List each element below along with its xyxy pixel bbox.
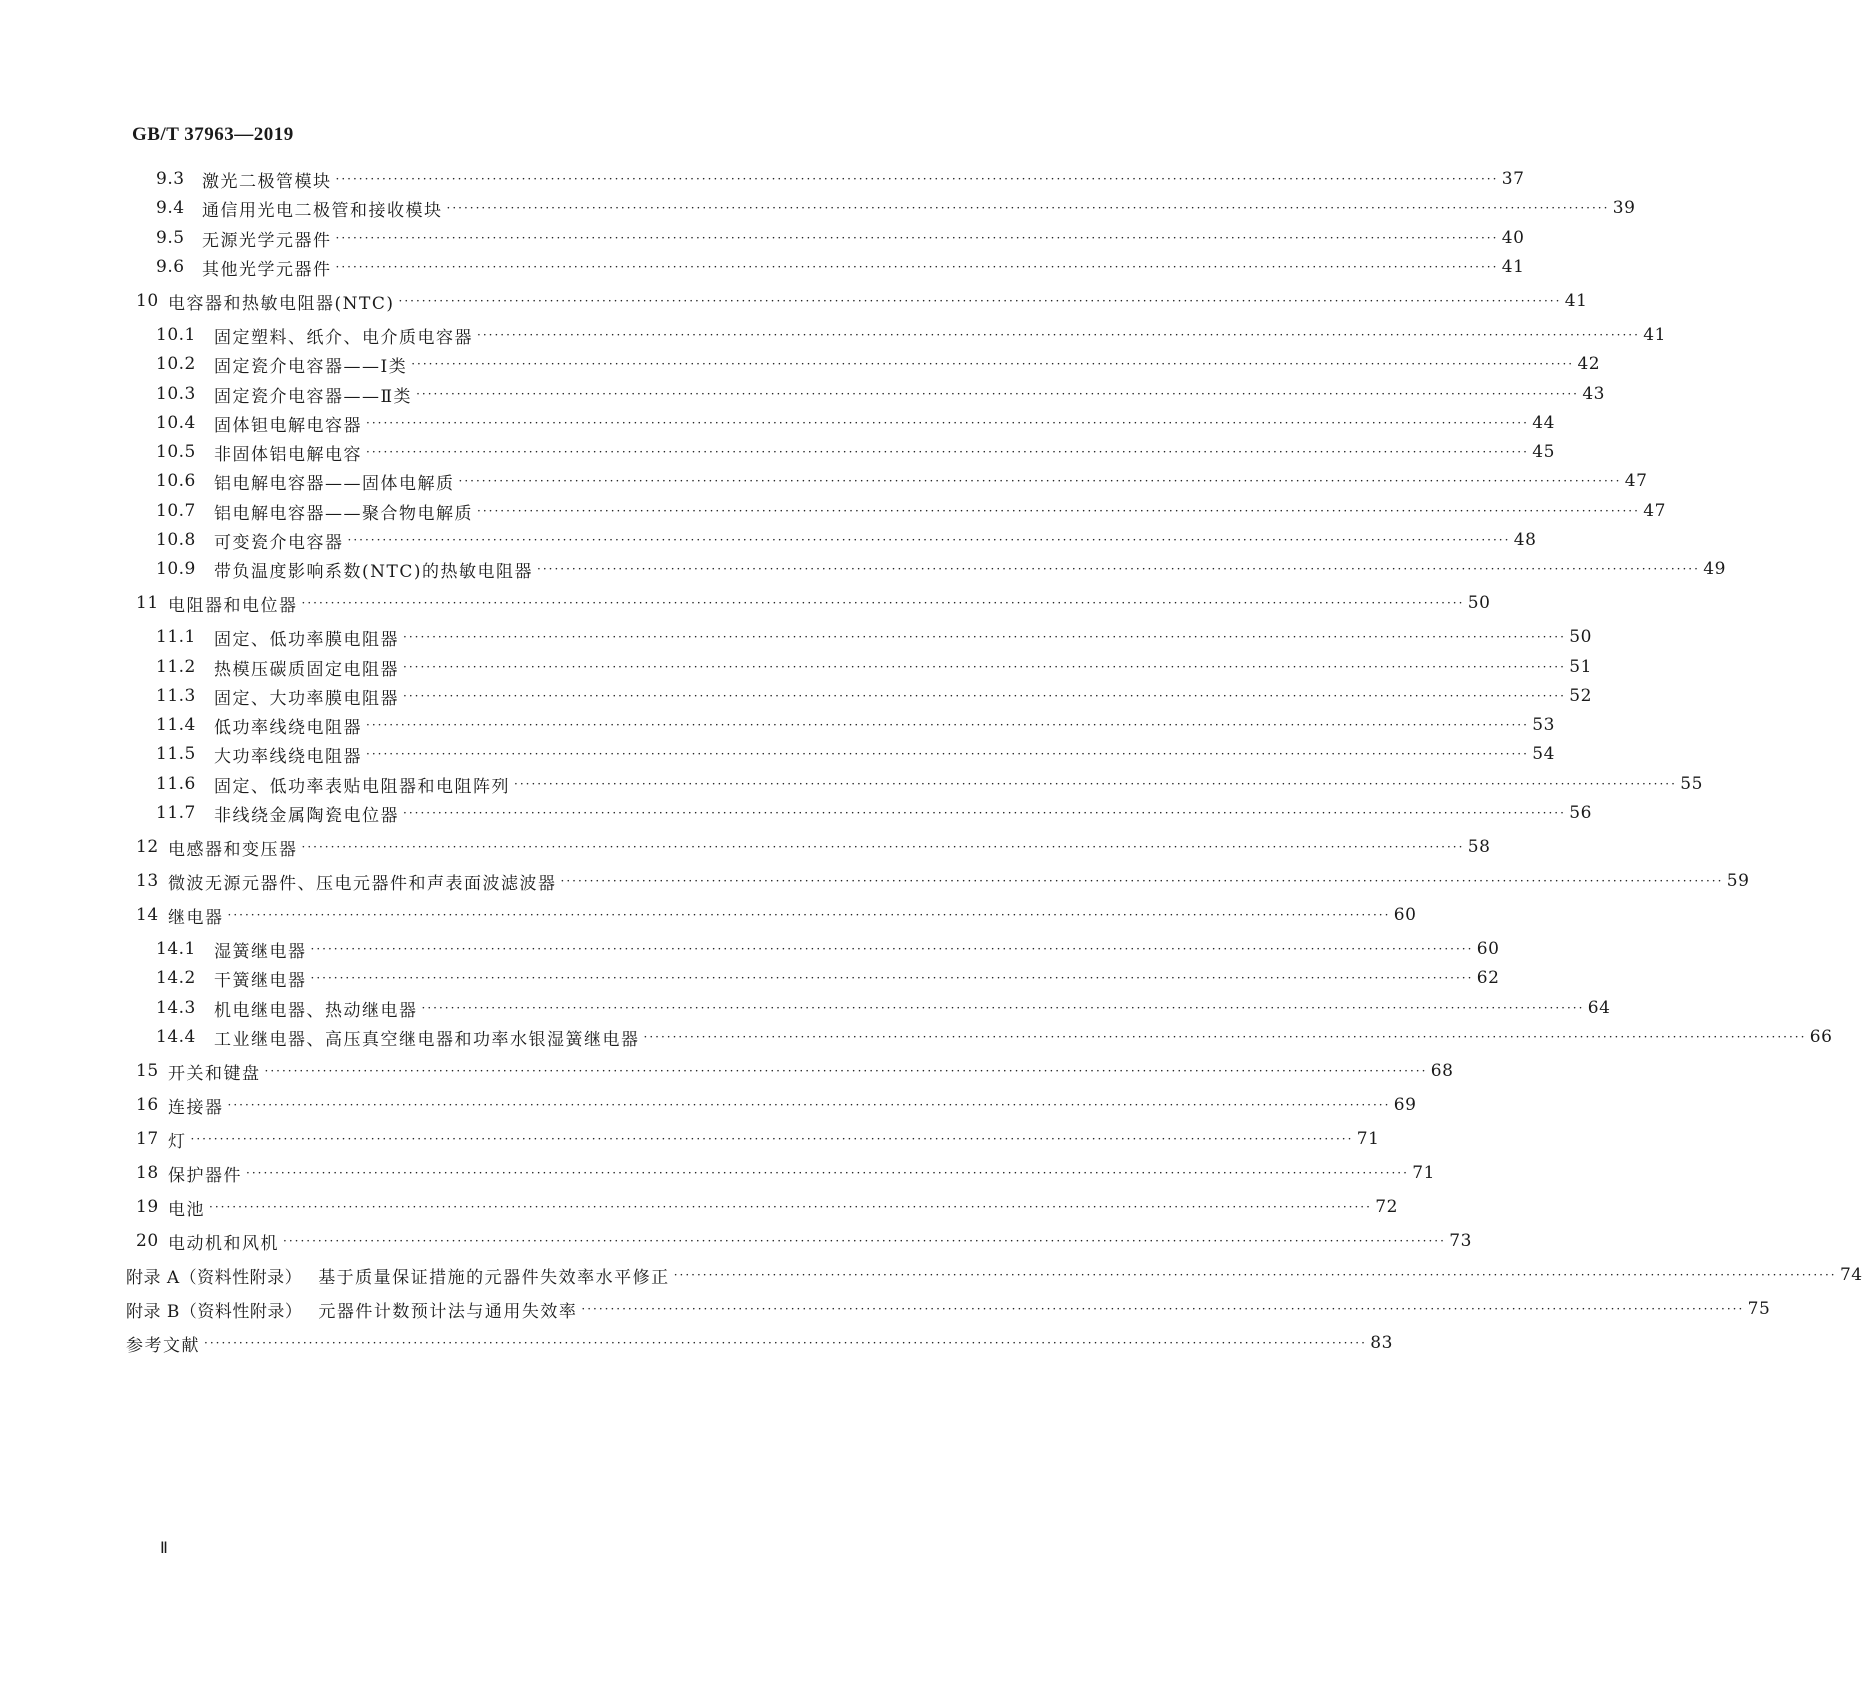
toc-entry[interactable] (156, 195, 1636, 221)
toc-entry-page: 41 (1501, 257, 1525, 277)
toc-entry[interactable] (156, 1024, 1833, 1050)
toc-entry[interactable] (136, 834, 1491, 860)
dot-leader: ········································································································································································································ (403, 660, 1566, 674)
toc-entry[interactable] (136, 902, 1417, 928)
toc-entry-number: 9.5 (156, 228, 185, 248)
toc-entry-page: 71 (1356, 1129, 1380, 1149)
toc-entry-title: 电感器和变压器 (168, 839, 298, 860)
toc-entry[interactable] (156, 468, 1648, 494)
toc-entry-number: 11 (136, 593, 159, 613)
page-number: Ⅱ (160, 1540, 168, 1557)
toc-entry-page: 51 (1569, 657, 1592, 677)
toc-entry-title: 机电继电器、热动继电器 (214, 1000, 418, 1021)
toc-entry-number: 14.3 (156, 998, 196, 1018)
toc-entry-number: 18 (136, 1163, 159, 1183)
toc-entry-title: 电动机和风机 (168, 1233, 279, 1254)
toc-entry-title: 带负温度影响系数(NTC)的热敏电阻器 (214, 561, 533, 582)
toc-entry-number: 10 (136, 291, 159, 311)
toc-entry-title: 连接器 (168, 1097, 224, 1118)
toc-entry[interactable] (156, 322, 1666, 348)
dot-leader: ········································································································································································································ (403, 630, 1566, 644)
toc-entry-title: 固定、大功率膜电阻器 (214, 688, 399, 709)
toc-entry-page: 55 (1680, 774, 1703, 794)
dot-leader: ········································································································································································································ (643, 1030, 1807, 1044)
toc-entry-page: 47 (1624, 471, 1648, 491)
dot-leader: ········································································································································································································ (411, 357, 1575, 371)
toc-entry-title: 通信用光电二极管和接收模块 (202, 200, 443, 221)
toc-entry-page: 69 (1393, 1095, 1417, 1115)
toc-entry[interactable] (156, 741, 1555, 767)
toc-entry-page: 48 (1513, 530, 1537, 550)
dot-leader: ········································································································································································································ (416, 387, 1579, 401)
toc-entry[interactable] (136, 1092, 1417, 1118)
dot-leader: ········································································································································································································ (209, 1200, 1372, 1214)
toc-entry-title: 无源光学元器件 (202, 230, 332, 251)
toc-entry[interactable] (136, 1194, 1398, 1220)
dot-leader: ········································································································································································································ (190, 1132, 1354, 1146)
toc-entry-number: 附录 B（资料性附录） (126, 1301, 303, 1322)
toc-entry-title: 参考文献 (126, 1335, 200, 1356)
toc-entry-number: 20 (136, 1231, 159, 1251)
dot-leader: ········································································································································································································ (477, 504, 1640, 518)
toc-entry-number: 10.6 (156, 471, 196, 491)
toc-entry[interactable] (136, 868, 1750, 894)
toc-entry-number: 17 (136, 1129, 159, 1149)
toc-entry[interactable] (156, 439, 1555, 465)
toc-entry-page: 71 (1412, 1163, 1435, 1183)
toc-entry-page: 37 (1501, 169, 1525, 189)
toc-entry-title: 固定、低功率表贴电阻器和电阻阵列 (214, 776, 510, 797)
toc-entry-title: 开关和键盘 (168, 1063, 261, 1084)
dot-leader: ········································································································································································································ (335, 231, 1499, 245)
toc-entry[interactable] (156, 936, 1500, 962)
toc-entry-number: 10.8 (156, 530, 196, 550)
toc-entry-page: 83 (1370, 1333, 1393, 1353)
toc-entry-number: 10.5 (156, 442, 196, 462)
toc-entry-page: 50 (1467, 593, 1491, 613)
toc-entry-page: 42 (1577, 354, 1601, 374)
toc-entry[interactable] (156, 995, 1611, 1021)
toc-entry[interactable] (136, 590, 1491, 616)
toc-entry-number: 9.3 (156, 169, 185, 189)
toc-entry[interactable] (156, 771, 1703, 797)
toc-entry-number: 14.1 (156, 939, 196, 959)
toc-entry-number: 11.2 (156, 657, 196, 677)
toc-entry-number: 11.7 (156, 803, 196, 823)
dot-leader: ········································································································································································································ (581, 1302, 1745, 1316)
toc-entry-page: 58 (1467, 837, 1491, 857)
toc-entry[interactable] (156, 800, 1592, 826)
toc-entry-title: 工业继电器、高压真空继电器和功率水银湿簧继电器 (214, 1029, 640, 1050)
toc-entry[interactable] (136, 1058, 1454, 1084)
toc-entry-title: 固定瓷介电容器——Ⅰ类 (214, 356, 408, 377)
toc-entry[interactable] (136, 1228, 1472, 1254)
toc-entry-title: 固定瓷介电容器——Ⅱ类 (214, 386, 413, 407)
toc-entry-page: 64 (1587, 998, 1611, 1018)
toc-entry-title: 铝电解电容器——固体电解质 (214, 473, 455, 494)
toc-entry-page: 60 (1393, 905, 1417, 925)
dot-leader: ········································································································································································································ (227, 908, 1391, 922)
toc-entry-title: 固体钽电解电容器 (214, 415, 362, 436)
toc-entry-page: 45 (1532, 442, 1555, 462)
standard-code: GB/T 37963—2019 (132, 124, 294, 145)
toc-entry-page: 60 (1476, 939, 1500, 959)
toc-entry[interactable] (126, 1296, 1771, 1322)
toc-entry[interactable] (156, 351, 1601, 377)
toc-entry[interactable] (156, 498, 1666, 524)
toc-entry-title: 湿簧继电器 (214, 941, 307, 962)
toc-entry-number: 16 (136, 1095, 159, 1115)
toc-entry-title: 可变瓷介电容器 (214, 532, 344, 553)
dot-leader: ········································································································································································································ (537, 562, 1700, 576)
dot-leader: ········································································································································································································ (366, 445, 1529, 459)
toc-entry-page: 72 (1375, 1197, 1398, 1217)
toc-entry[interactable] (156, 254, 1525, 280)
toc-entry[interactable] (156, 381, 1605, 407)
dot-leader: ········································································································································································································ (204, 1336, 1367, 1350)
toc-entry-title: 大功率线绕电阻器 (214, 746, 362, 767)
toc-entry-number: 14.2 (156, 968, 196, 988)
toc-entry-page: 53 (1532, 715, 1555, 735)
toc-entry-page: 41 (1643, 325, 1666, 345)
dot-leader: ········································································································································································································ (398, 294, 1562, 308)
toc-entry-number: 15 (136, 1061, 159, 1081)
toc-entry[interactable] (156, 410, 1555, 436)
dot-leader: ········································································································································································································ (403, 806, 1566, 820)
toc-entry[interactable] (136, 1126, 1380, 1152)
toc-entry[interactable] (156, 166, 1525, 192)
toc-entry-page: 59 (1726, 871, 1750, 891)
toc-entry[interactable] (156, 624, 1592, 650)
toc-entry-page: 56 (1569, 803, 1592, 823)
dot-leader: ········································································································································································································ (366, 747, 1529, 761)
toc-entry[interactable] (156, 712, 1555, 738)
toc-entry-number: 10.4 (156, 413, 196, 433)
toc-entry-title: 继电器 (168, 907, 224, 928)
toc-entry-title: 元器件计数预计法与通用失效率 (318, 1301, 578, 1322)
toc-entry-page: 74 (1839, 1265, 1863, 1285)
toc-entry-number: 10.7 (156, 501, 196, 521)
dot-leader: ········································································································································································································ (421, 1001, 1585, 1015)
toc-entry-page: 52 (1569, 686, 1592, 706)
dot-leader: ········································································································································································································ (283, 1234, 1446, 1248)
toc-entry-page: 68 (1430, 1061, 1454, 1081)
toc-entry-number: 11.3 (156, 686, 196, 706)
toc-entry-page: 41 (1564, 291, 1588, 311)
toc-entry-page: 75 (1747, 1299, 1771, 1319)
toc-entry-title: 微波无源元器件、压电元器件和声表面波滤波器 (168, 873, 557, 894)
toc-entry-page: 50 (1569, 627, 1592, 647)
toc-entry[interactable] (136, 288, 1588, 314)
toc-entry[interactable] (156, 527, 1537, 553)
toc-entry[interactable] (136, 1160, 1435, 1186)
toc-entry-page: 49 (1703, 559, 1726, 579)
toc-entry-number: 13 (136, 871, 159, 891)
toc-entry-number: 附录 A（资料性附录） (126, 1267, 303, 1288)
toc-entry-number: 12 (136, 837, 159, 857)
toc-entry-page: 62 (1476, 968, 1500, 988)
toc-entry-number: 9.6 (156, 257, 185, 277)
toc-entry-page: 44 (1532, 413, 1555, 433)
toc-entry-title: 电阻器和电位器 (168, 595, 298, 616)
toc-entry-number: 11.4 (156, 715, 196, 735)
dot-leader: ········································································································································································································ (301, 596, 1465, 610)
toc-entry-page: 47 (1643, 501, 1666, 521)
toc-entry-page: 73 (1449, 1231, 1472, 1251)
dot-leader: ········································································································································································································ (560, 874, 1724, 888)
toc-entry[interactable] (126, 1262, 1863, 1288)
toc-entry-title: 保护器件 (168, 1165, 242, 1186)
toc-entry-title: 激光二极管模块 (202, 171, 332, 192)
toc-entry[interactable] (126, 1330, 1393, 1356)
toc-entry-number: 10.9 (156, 559, 196, 579)
toc-entry-page: 43 (1582, 384, 1605, 404)
toc-entry-page: 54 (1532, 744, 1555, 764)
toc-entry-number: 14.4 (156, 1027, 196, 1047)
dot-leader: ········································································································································································································ (446, 201, 1610, 215)
toc-entry-number: 10.2 (156, 354, 196, 374)
toc-entry-title: 其他光学元器件 (202, 259, 332, 280)
toc-entry[interactable] (156, 654, 1592, 680)
toc-entry-title: 固定塑料、纸介、电介质电容器 (214, 327, 473, 348)
toc-entry-number: 10.3 (156, 384, 196, 404)
toc-entry-title: 非固体铝电解电容 (214, 444, 362, 465)
dot-leader: ········································································································································································································ (403, 689, 1566, 703)
dot-leader: ········································································································································································································ (347, 533, 1511, 547)
toc-entry-title: 电池 (168, 1199, 205, 1220)
dot-leader: ········································································································································································································ (227, 1098, 1391, 1112)
toc-entry-title: 非线绕金属陶瓷电位器 (214, 805, 399, 826)
dot-leader: ········································································································································································································ (366, 718, 1529, 732)
toc-entry-title: 基于质量保证措施的元器件失效率水平修正 (318, 1267, 670, 1288)
dot-leader: ········································································································································································································ (335, 260, 1499, 274)
toc-entry-title: 干簧继电器 (214, 970, 307, 991)
toc-entry-number: 11.1 (156, 627, 196, 647)
toc-entry-title: 热模压碳质固定电阻器 (214, 659, 399, 680)
toc-entry-number: 11.6 (156, 774, 196, 794)
toc-entry-title: 低功率线绕电阻器 (214, 717, 362, 738)
dot-leader: ········································································································································································································ (301, 840, 1465, 854)
dot-leader: ········································································································································································································ (458, 474, 1622, 488)
dot-leader: ········································································································································································································ (366, 416, 1529, 430)
toc-entry-page: 39 (1612, 198, 1636, 218)
toc-entry-title: 电容器和热敏电阻器(NTC) (168, 293, 395, 314)
toc-entry-number: 14 (136, 905, 159, 925)
toc-entry-title: 铝电解电容器——聚合物电解质 (214, 503, 473, 524)
toc-entry-number: 10.1 (156, 325, 196, 345)
dot-leader: ········································································································································································································ (335, 172, 1499, 186)
dot-leader: ········································································································································································································ (514, 777, 1677, 791)
toc-entry-number: 11.5 (156, 744, 196, 764)
toc-entry[interactable] (156, 965, 1500, 991)
toc-entry-number: 9.4 (156, 198, 185, 218)
toc-entry-page: 40 (1501, 228, 1525, 248)
toc-entry[interactable] (156, 683, 1592, 709)
dot-leader: ········································································································································································································ (246, 1166, 1409, 1180)
dot-leader: ········································································································································································································ (477, 328, 1640, 342)
toc-entry-title: 灯 (168, 1131, 187, 1152)
dot-leader: ········································································································································································································ (673, 1268, 1837, 1282)
toc-entry-number: 19 (136, 1197, 159, 1217)
toc-entry-page: 66 (1809, 1027, 1833, 1047)
dot-leader: ········································································································································································································ (310, 971, 1474, 985)
dot-leader: ········································································································································································································ (264, 1064, 1428, 1078)
dot-leader: ········································································································································································································ (310, 942, 1474, 956)
toc-entry[interactable] (156, 556, 1726, 582)
toc-entry-title: 固定、低功率膜电阻器 (214, 629, 399, 650)
toc-entry[interactable] (156, 225, 1525, 251)
